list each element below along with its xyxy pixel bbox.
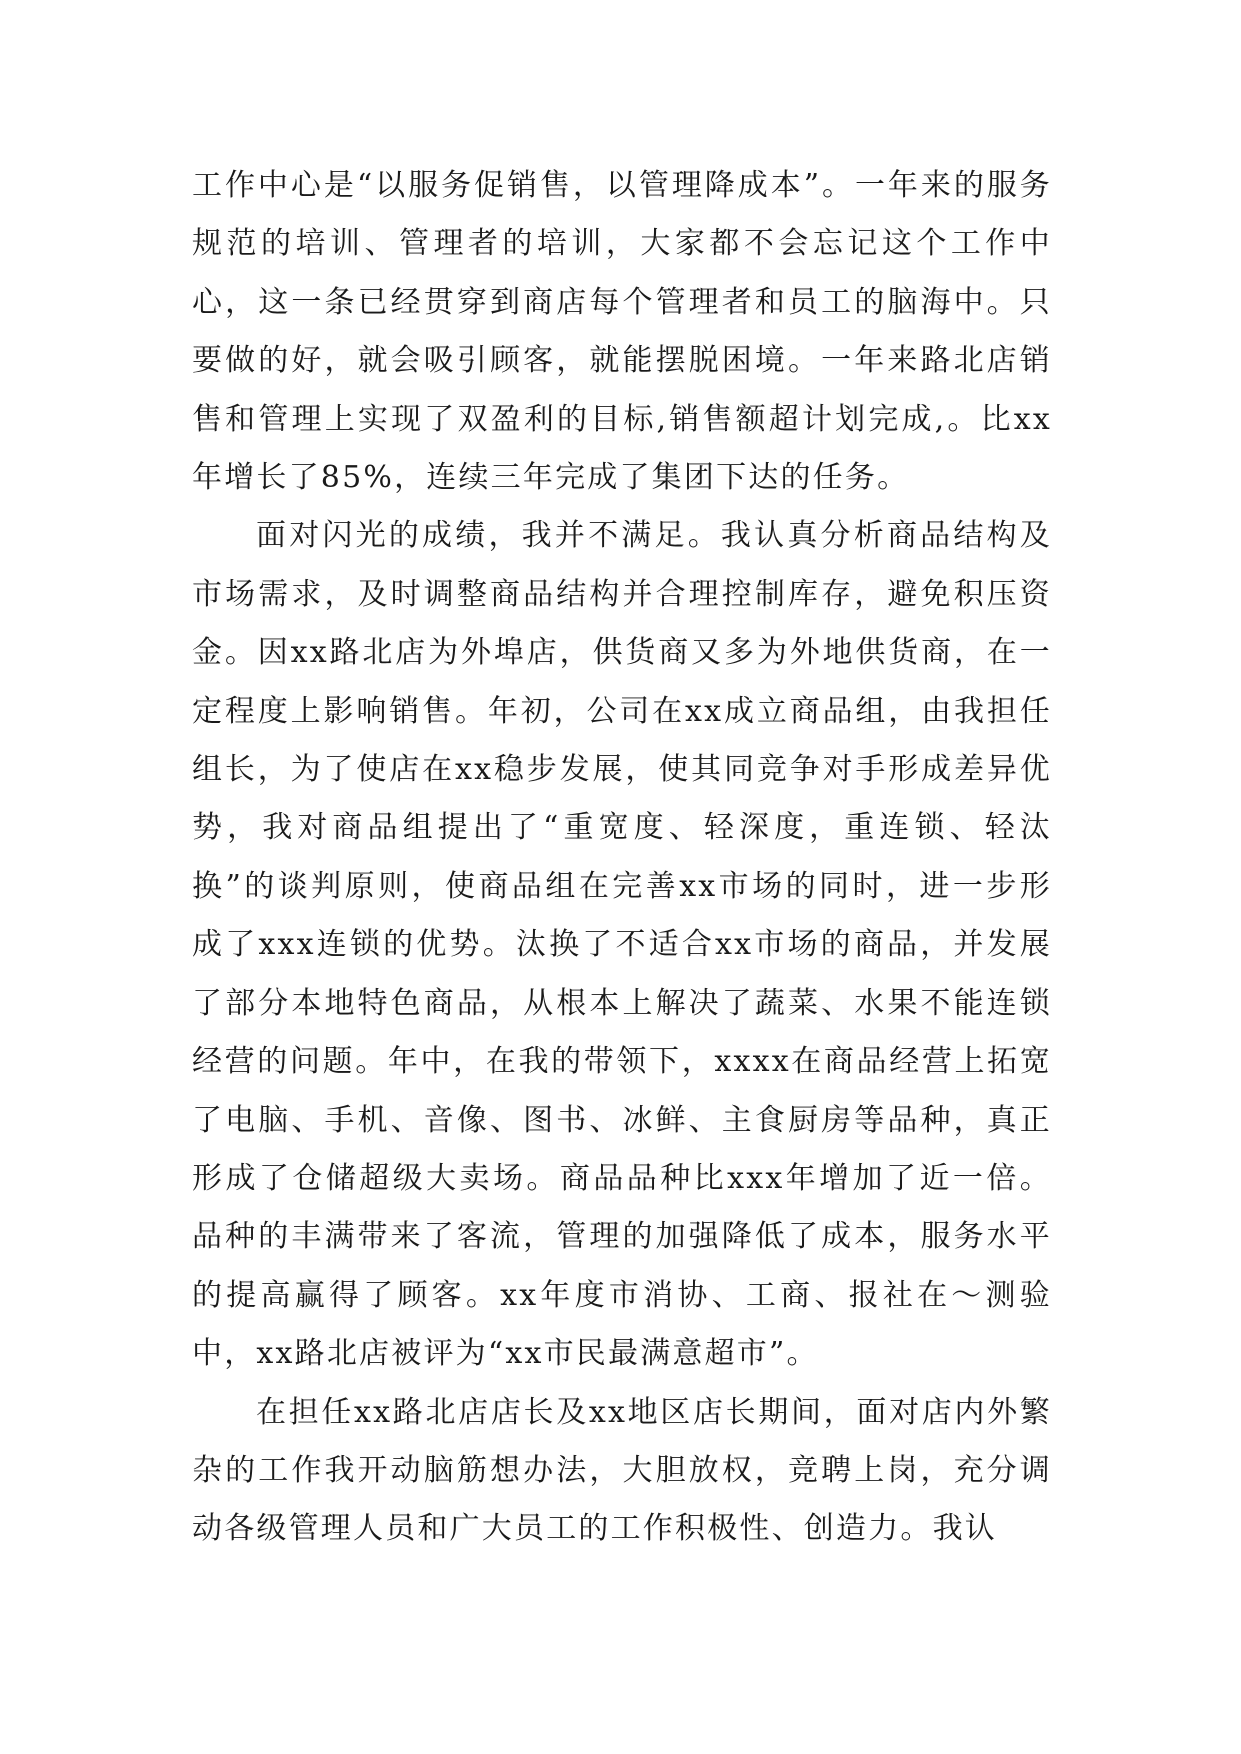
paragraph-2: 面对闪光的成绩，我并不满足。我认真分析商品结构及市场需求，及时调整商品结构并合理控制库存，避免积压资金。因xx路北店为外埠店，供货商又多为外地供货商，在一定程度上影响销售。年初，公司在xx成立商品组，由我担任组长，为了使店在xx稳步发展，使其同竞争对手形成差异优势，我对商品组提出了“重宽度、轻深度，重连锁、轻汰换”的谈判原则，使商品组在完善xx市场的同时，进一步形成了xxx连锁的优势。汰换了不适合xx市场的商品，并发展了部分本地特色商品，从根本上解决了蔬菜、水果不能连锁经营的问题。年中，在我的带领下，xxxx在商品经营上拓宽了电脑、手机、音像、图书、冰鲜、主食厨房等品种，真正形成了仓储超级大卖场。商品品种比xxx年增加了近一倍。品种的丰满带来了客流，管理的加强降低了成本，服务水平的提高赢得了顾客。xx年度市消协、工商、报社在～测验中，xx路北店被评为“xx市民最满意超市”。 xyxy=(192,518,1052,1372)
paragraph-1: 工作中心是“以服务促销售，以管理降成本”。一年来的服务规范的培训、管理者的培训，大家都不会忘记这个工作中心，这一条已经贯穿到商店每个管理者和员工的脑海中。只要做的好，就会吸引顾客，就能摆脱困境。一年来路北店销售和管理上实现了双盈利的目标,销售额超计划完成,。比xx年增长了85%，连续三年完成了集团下达的任务。 xyxy=(192,168,1052,496)
paragraph-3: 在担任xx路北店店长及xx地区店长期间，面对店内外繁杂的工作我开动脑筋想办法，大胆放权，竞聘上岗，充分调动各级管理人员和广大员工的工作积极性、创造力。我认 xyxy=(192,1394,1052,1547)
document-body xyxy=(192,157,1052,1559)
